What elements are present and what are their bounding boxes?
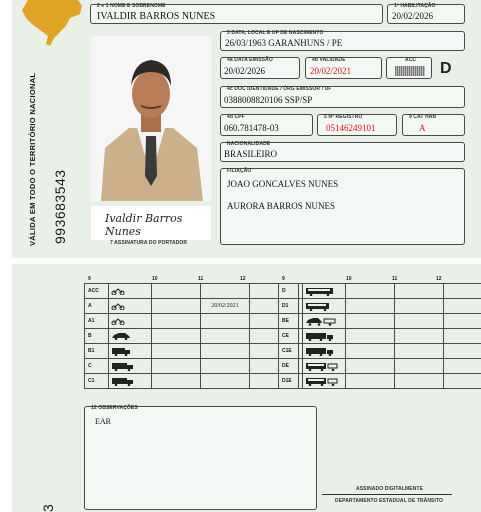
cpf-field: 4d CPF 060.781478-03: [220, 114, 313, 136]
signed-digitally: ASSINADO DIGITALMENTE: [356, 486, 424, 492]
table-row: D1: [279, 299, 481, 314]
table-row: ACC: [85, 284, 299, 299]
bus-icon: [305, 287, 335, 296]
table-row: B: [85, 329, 299, 344]
signature-line: [322, 494, 452, 495]
motorcycle-icon: [111, 287, 125, 295]
serial-number: 993683543: [52, 169, 68, 244]
bus-icon: [305, 302, 331, 311]
motorcycle-icon: [111, 317, 125, 325]
registration-field: 5 Nº REGISTRO 05146249101: [317, 114, 397, 136]
table-row: D: [279, 284, 481, 299]
truck-icon: [111, 377, 135, 386]
observations-field: 12 OBSERVAÇÕES EAR: [84, 406, 317, 510]
nationality-field: NACIONALIDADE BRASILEIRO: [220, 142, 465, 162]
filiation-field: FILIAÇÃO JOAO GONCALVES NUNES AURORA BARROS NUNES: [220, 168, 465, 245]
table-row: A 20/02/2021: [85, 299, 299, 314]
acc-field: ACC: [386, 57, 432, 79]
bus-trailer-icon: [305, 377, 339, 386]
acc-stamp: [395, 66, 425, 76]
table-row: C: [85, 359, 299, 374]
table-row: C1E: [279, 344, 481, 359]
table-row: BE: [279, 314, 481, 329]
truck-icon: [111, 362, 135, 371]
department: DEPARTAMENTO ESTADUAL DE TRÂNSITO: [335, 498, 444, 504]
category-big: D: [440, 60, 452, 77]
table-row: CE: [279, 329, 481, 344]
cat-hab-field: 9 CAT HAB A: [402, 114, 465, 136]
signature-area: [91, 206, 211, 240]
car-trailer-icon: [305, 317, 337, 326]
validity-field: 4b VALIDADE 20/02/2021: [305, 57, 382, 79]
portrait-photo: [91, 36, 211, 201]
table-row: A1: [85, 314, 299, 329]
brazil-map-icon: [20, 0, 90, 50]
table-row: B1: [85, 344, 299, 359]
car-icon: [111, 332, 131, 340]
mother-name: AURORA BARROS NUNES: [227, 201, 336, 211]
table-row: DE: [279, 359, 481, 374]
issue-date-field: 4a DATA EMISSÃO 20/02/2026: [220, 57, 300, 79]
signature: Ivaldir Barros Nunes: [105, 212, 183, 238]
table-row: C1: [85, 374, 299, 389]
name-field: 2 e 1 NOME E SOBRENOME IVALDIR BARROS NUNES: [90, 4, 383, 24]
signature-caption: 7 ASSINATURA DO PORTADOR: [110, 240, 188, 246]
vertical-title: VÁLIDA EM TODO O TERRITÓRIO NACIONAL: [28, 72, 37, 246]
father-name: JOAO GONCALVES NUNES: [227, 179, 339, 189]
truck-trailer-icon: [305, 332, 339, 341]
right-category-table: [278, 283, 481, 389]
motorcycle-icon: [111, 302, 125, 310]
van-icon: [111, 347, 131, 356]
birth-field: 3 DATA, LOCAL E UF DE NASCIMENTO 26/03/1963 GARANHUNS / PE: [220, 31, 465, 51]
left-category-table: [84, 283, 299, 389]
truck-trailer-icon: [305, 347, 339, 356]
first-license-field: 1ª HABILITAÇÃO 20/02/2026: [387, 4, 465, 24]
table-row: D1E: [279, 374, 481, 389]
back-serial-number: 3: [40, 504, 56, 512]
bus-trailer-icon: [305, 362, 339, 371]
id-document-field: 4c DOC IDENTIDADE / ÓRG EMISSOR / UF 0388008820106 SSP/SP: [220, 86, 465, 108]
